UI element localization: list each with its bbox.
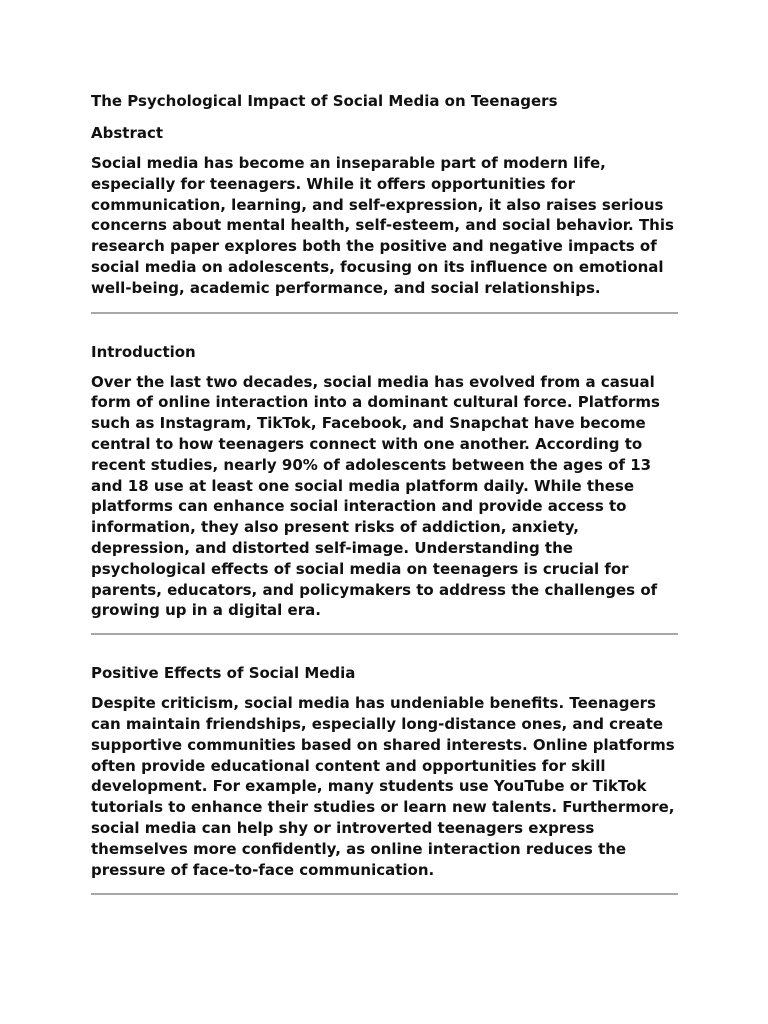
section-body: Social media has become an inseparable part of modern life, especially for teenagers. While it offers opportunities for communication, learning, and self-expression, it also raises serious concerns about mental health, self-esteem, and social behavior. This research paper explores both the positive and negative impacts of social media on adolescents, focusing on its influence on emotional well-being, academic performance, and social relationships. [91, 154, 674, 297]
section-heading: Positive Effects of Social Media [91, 664, 356, 683]
document-page [91, 91, 678, 895]
section-introduction [91, 342, 678, 622]
section-positive-effects [91, 663, 678, 880]
document-title: The Psychological Impact of Social Media on Teenagers [91, 92, 558, 110]
section-heading: Introduction [91, 342, 196, 361]
section-body: Despite criticism, social media has undeniable benefits. Teenagers can maintain friendships, especially long-distance ones, and create supportive communities based on shared interests. Online platforms often provide educational content and opportunities for skill development. For example, many students use YouTube or TikTok tutorials to enhance their studies or learn new talents. Furthermore, social media can help shy or introverted teenagers express themselves more confidently, as online interaction reduces the pressure of face-to-face communication. [91, 694, 675, 879]
section-divider [91, 893, 678, 895]
section-heading: Abstract [91, 124, 164, 142]
section-body: Over the last two decades, social media has evolved from a casual form of online interaction into a dominant cultural force. Platforms such as Instagram, TikTok, Facebook, and Snapchat have become central to how teenagers connect with one another. According to recent studies, nearly 90% of adolescents between the ages of 13 and 18 use at least one social media platform daily. While these platforms can enhance social interaction and provide access to information, they also present risks of addiction, anxiety, depression, and distorted self-image. Understanding the psychological effects of social media on teenagers is crucial for parents, educators, and policymakers to address the challenges of growing up in a digital era. [91, 372, 660, 620]
section-abstract [91, 123, 678, 299]
section-divider [91, 312, 678, 314]
section-divider [91, 633, 678, 635]
